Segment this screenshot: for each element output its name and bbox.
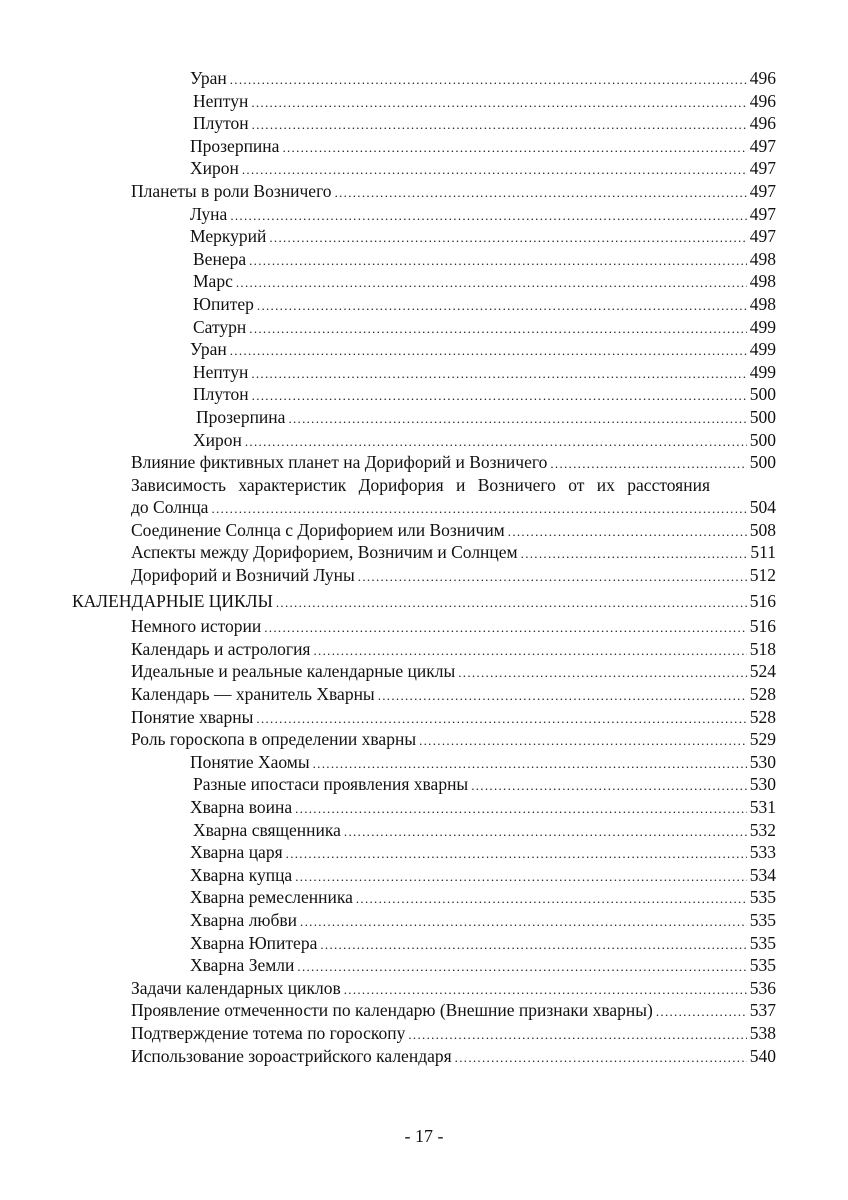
- dot-leader: [211, 498, 746, 519]
- toc-entry-title: Хварна Земли: [190, 955, 295, 976]
- toc-entry-page: 497: [749, 158, 776, 179]
- toc-entry[interactable]: [0, 383, 776, 406]
- toc-entry-page: 528: [749, 684, 776, 705]
- toc-entry-title: Меркурий: [190, 226, 267, 247]
- toc-entry-page: 535: [749, 955, 776, 976]
- toc-entry[interactable]: [0, 909, 776, 932]
- toc-entry[interactable]: [0, 225, 776, 248]
- dot-leader: [249, 250, 747, 271]
- dot-leader: [356, 888, 747, 909]
- toc-entry-page: 531: [749, 797, 776, 817]
- toc-entry[interactable]: [0, 683, 776, 706]
- toc-entry-title: Дорифорий и Возничий Луны: [131, 565, 355, 586]
- toc-entry-page: 516: [749, 590, 776, 611]
- toc-entry[interactable]: [0, 270, 776, 293]
- toc-entry[interactable]: [0, 361, 776, 384]
- dot-leader: [230, 340, 747, 361]
- dot-leader: [264, 617, 747, 638]
- toc-entry-page: 499: [749, 339, 776, 360]
- dot-leader: [251, 92, 746, 113]
- toc-entry-page: 511: [750, 542, 776, 563]
- toc-entry[interactable]: [0, 954, 776, 977]
- toc-entry-title: Аспекты между Дорифорием, Возничим и Солнцем: [131, 542, 518, 563]
- toc-entry-title: до Солнца: [131, 497, 209, 518]
- toc-entry-title: Плутон: [193, 384, 249, 405]
- toc-entry-title: Венера: [193, 248, 247, 269]
- toc-entry[interactable]: [0, 316, 776, 339]
- toc-entry[interactable]: [0, 615, 776, 638]
- toc-entry-title: Немного истории: [131, 616, 262, 637]
- toc-entry[interactable]: [0, 751, 776, 774]
- toc-entry-title: Прозерпина: [196, 406, 286, 427]
- toc-entry-title: Разные ипостаси проявления хварны: [193, 774, 469, 795]
- dot-leader: [455, 1047, 747, 1068]
- toc-entry-page: 537: [749, 1000, 776, 1021]
- toc-entry-page: 535: [749, 932, 776, 953]
- dot-leader: [295, 798, 747, 819]
- dot-leader: [335, 182, 747, 203]
- toc-entry-title: Проявление отмеченности по календарю (Внешние признаки хварны): [131, 1000, 653, 1021]
- toc-entry-title: Идеальные и реальные календарные циклы: [131, 661, 456, 682]
- dot-leader: [521, 543, 748, 564]
- toc-entry-title: Хварна Юпитера: [190, 932, 318, 953]
- toc-entry-title: Нептун: [193, 90, 249, 111]
- toc-entry-page: 500: [749, 384, 776, 405]
- toc-entry-title: Хварна царя: [190, 842, 283, 863]
- toc-entry-title: Понятие хварны: [131, 706, 254, 727]
- toc-entry-page: 534: [749, 864, 776, 885]
- toc-entry-page: 518: [749, 638, 776, 659]
- toc-entry-page: 498: [749, 271, 776, 292]
- toc-entry[interactable]: [0, 1022, 776, 1045]
- toc-entry[interactable]: [0, 864, 776, 887]
- toc-entry-page: 504: [749, 497, 776, 518]
- dot-leader: [550, 453, 746, 474]
- toc-entry-title: Понятие Хаомы: [190, 751, 310, 772]
- toc-entry-title: Хварна священника: [193, 819, 341, 840]
- dot-leader: [408, 1024, 746, 1045]
- dot-leader: [230, 69, 747, 90]
- toc-entry-page: 496: [749, 68, 776, 88]
- toc-entry-title: Планеты в роли Возничего: [131, 180, 332, 201]
- toc-entry[interactable]: [0, 932, 776, 955]
- toc-entry-title: Уран: [190, 339, 227, 360]
- toc-entry-title: Хварна воина: [190, 797, 293, 817]
- toc-entry[interactable]: [0, 67, 776, 90]
- dot-leader: [230, 205, 746, 226]
- dot-leader: [344, 979, 747, 1000]
- toc-entry-title: Марс: [193, 271, 233, 292]
- toc-entry-page: 497: [749, 226, 776, 247]
- dot-leader: [282, 137, 746, 158]
- dot-leader: [276, 592, 747, 613]
- toc-entry[interactable]: [0, 180, 776, 203]
- dot-leader: [286, 843, 747, 864]
- toc-entry-page: 530: [749, 774, 776, 795]
- toc-entry[interactable]: [0, 112, 776, 135]
- toc-entry-page: 508: [749, 519, 776, 540]
- dot-leader: [344, 821, 747, 842]
- toc-entry-page: 524: [749, 661, 776, 682]
- dot-leader: [378, 685, 747, 706]
- toc-entry-title: Плутон: [193, 113, 249, 134]
- toc-entry-page: 496: [749, 90, 776, 111]
- dot-leader: [300, 911, 747, 932]
- toc-entry-title: Календарь — хранитель Хварны: [131, 684, 375, 705]
- toc-entry-page: 500: [749, 406, 776, 427]
- toc-entry[interactable]: [0, 519, 776, 542]
- toc-entry-page: 528: [749, 706, 776, 727]
- dot-leader: [245, 431, 747, 452]
- toc-entry-title: Хварна ремесленника: [190, 887, 353, 908]
- toc-entry-page: 529: [749, 729, 776, 750]
- toc-entry-page: 533: [749, 842, 776, 863]
- dot-leader: [458, 662, 747, 683]
- toc-entry-page: 536: [749, 977, 776, 998]
- toc-entry[interactable]: [0, 638, 776, 661]
- page-number: - 17 -: [404, 1126, 444, 1146]
- toc-entry[interactable]: [0, 90, 776, 113]
- toc-entry[interactable]: [0, 819, 776, 842]
- toc-entry-title: Использование зороастрийского календаря: [131, 1045, 452, 1066]
- toc-entry-title: Нептун: [193, 361, 249, 382]
- dot-leader: [269, 227, 746, 248]
- toc-entry-page: 538: [749, 1022, 776, 1043]
- toc-entry[interactable]: [0, 338, 776, 361]
- toc-entry-line1[interactable]: [0, 474, 776, 497]
- toc-entry-page: 497: [749, 180, 776, 201]
- toc-entry[interactable]: [0, 541, 776, 564]
- dot-leader: [358, 566, 747, 587]
- dot-leader: [471, 775, 747, 796]
- toc-entry[interactable]: [0, 406, 776, 429]
- dot-leader: [236, 272, 747, 293]
- dot-leader: [249, 318, 746, 339]
- toc-entry-page: 532: [749, 819, 776, 840]
- dot-leader: [297, 956, 746, 977]
- toc-entry-title: Соединение Солнца с Дорифорием или Возничим: [131, 519, 505, 540]
- toc-entry-page: 499: [749, 316, 776, 337]
- toc-entry[interactable]: [0, 248, 776, 271]
- toc-entry-title: Хирон: [190, 158, 239, 179]
- toc-entry[interactable]: [0, 429, 776, 452]
- dot-leader: [257, 295, 747, 316]
- toc-entry[interactable]: [0, 886, 776, 909]
- toc-entry-page: 500: [749, 429, 776, 450]
- toc-entry-page: 497: [749, 203, 776, 224]
- toc-entry-title: Хварна любви: [190, 909, 298, 930]
- toc-entry-title-line1: Зависимость характеристик Дорифория и Возничего от их расстояния: [131, 474, 711, 495]
- toc-entry-page: 535: [749, 887, 776, 908]
- toc-entry-page: 516: [749, 616, 776, 637]
- toc-entry[interactable]: [0, 773, 776, 796]
- table-of-contents: [0, 67, 848, 1067]
- toc-entry[interactable]: [0, 1045, 776, 1068]
- dot-leader: [251, 363, 746, 384]
- toc-entry[interactable]: [0, 157, 776, 180]
- toc-entry[interactable]: [0, 203, 776, 226]
- toc-entry-title: Прозерпина: [190, 135, 280, 156]
- toc-entry[interactable]: [0, 977, 776, 1000]
- toc-entry[interactable]: [0, 660, 776, 683]
- toc-entry-title: КАЛЕНДАРНЫЕ ЦИКЛЫ: [72, 590, 273, 611]
- toc-entry[interactable]: [0, 841, 776, 864]
- dot-leader: [242, 159, 747, 180]
- toc-entry-title: Сатурн: [193, 316, 247, 337]
- dot-leader: [256, 708, 746, 729]
- toc-entry-title: Подтверждение тотема по гороскопу: [131, 1022, 406, 1043]
- toc-entry-title: Юпитер: [193, 293, 254, 314]
- toc-entry-title: Луна: [190, 203, 228, 224]
- dot-leader: [252, 114, 747, 135]
- toc-entry-title: Хирон: [193, 429, 242, 450]
- dot-leader: [313, 753, 747, 774]
- dot-leader: [252, 385, 747, 406]
- toc-entry-page: 499: [749, 361, 776, 382]
- dot-leader: [656, 1001, 747, 1022]
- toc-entry-title: Хварна купца: [190, 864, 293, 885]
- toc-entry[interactable]: [0, 706, 776, 729]
- toc-entry[interactable]: [0, 564, 776, 587]
- dot-leader: [295, 866, 747, 887]
- toc-entry-page: 512: [749, 565, 776, 586]
- toc-entry-page: 535: [749, 909, 776, 930]
- toc-entry[interactable]: [0, 728, 776, 751]
- toc-entry-page: 500: [749, 452, 776, 473]
- toc-entry-page: 530: [749, 751, 776, 772]
- toc-entry[interactable]: [0, 796, 776, 819]
- toc-entry-title: Задачи календарных циклов: [131, 977, 341, 998]
- toc-entry-title: Календарь и астрология: [131, 638, 311, 659]
- toc-entry-title: Влияние фиктивных планет на Дорифорий и Возничего: [131, 452, 548, 473]
- toc-chapter-heading[interactable]: [0, 590, 776, 613]
- toc-entry[interactable]: [0, 999, 776, 1022]
- toc-entry[interactable]: [0, 496, 776, 519]
- toc-entry[interactable]: [0, 293, 776, 316]
- toc-entry[interactable]: [0, 135, 776, 158]
- toc-entry-page: 540: [749, 1045, 776, 1066]
- dot-leader: [314, 640, 747, 661]
- toc-entry-page: 498: [749, 248, 776, 269]
- dot-leader: [419, 730, 747, 751]
- toc-entry-page: 496: [749, 113, 776, 134]
- toc-entry-page: 497: [749, 135, 776, 156]
- toc-entry-page: 498: [749, 293, 776, 314]
- toc-entry-title: Уран: [190, 68, 227, 88]
- toc-entry-title: Роль гороскопа в определении хварны: [131, 729, 417, 750]
- dot-leader: [288, 408, 746, 429]
- dot-leader: [320, 934, 746, 955]
- toc-entry[interactable]: [0, 451, 776, 474]
- dot-leader: [508, 521, 747, 542]
